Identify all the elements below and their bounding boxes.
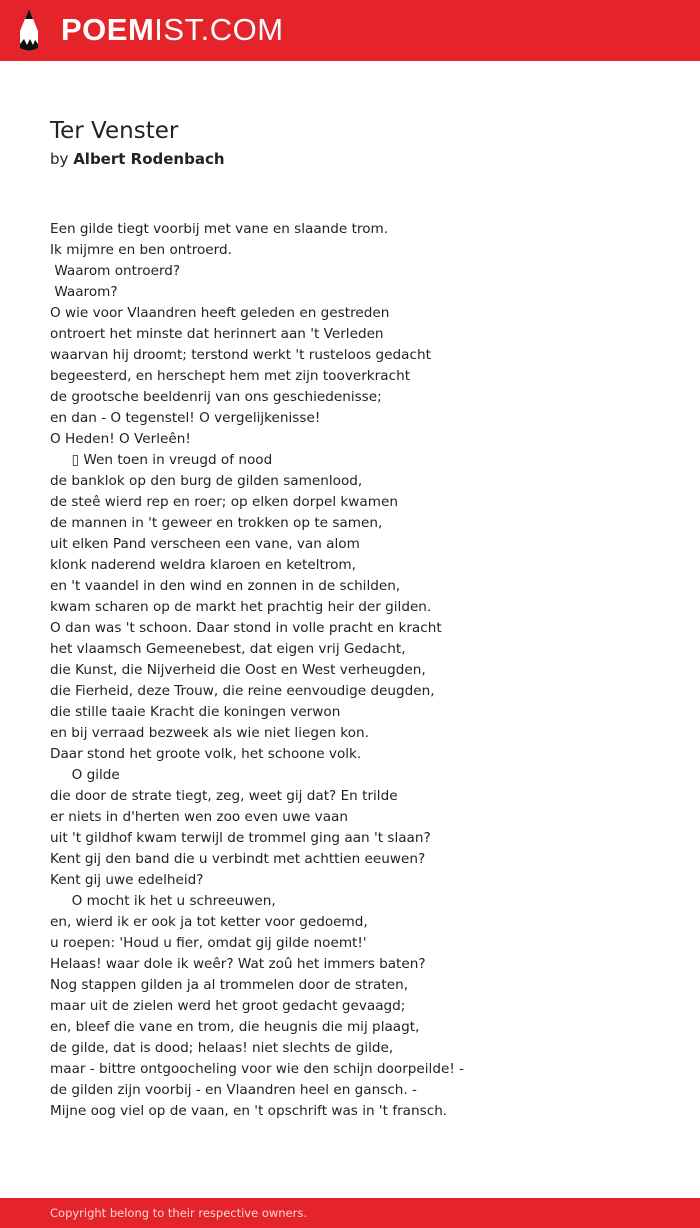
poem-line: uit 't gildhof kwam terwijl de trommel ging aan 't slaan? [50, 830, 431, 846]
pencil-tip-icon [15, 8, 43, 52]
poem-line: er niets in d'herten wen zoo even uwe vaan [50, 809, 348, 825]
poem-line: en bij verraad bezweek als wie niet liegen kon. [50, 725, 369, 741]
poem-line: Waarom? [50, 284, 118, 300]
logo-wordmark-light: IST.COM [154, 12, 284, 47]
poem-line: die door de strate tiegt, zeg, weet gij dat? En trilde [50, 788, 398, 804]
poem-line: de steê wierd rep en roer; op elken dorpel kwamen [50, 494, 398, 510]
poem-line: de mannen in 't geweer en trokken op te samen, [50, 515, 383, 531]
poem-line: klonk naderend weldra klaroen en keteltrom, [50, 557, 356, 573]
poem-line: O mocht ik het u schreeuwen, [50, 893, 276, 909]
poem-byline [50, 149, 225, 169]
poem-line: en, wierd ik er ook ja tot ketter voor gedoemd, [50, 914, 368, 930]
poem-author[interactable]: Albert Rodenbach [73, 150, 225, 168]
poem-line: Kent gij uwe edelheid? [50, 872, 204, 888]
copyright-notice: Copyright belong to their respective owners. [50, 1206, 308, 1220]
poem-line: O dan was 't schoon. Daar stond in volle pracht en kracht [50, 620, 442, 636]
poem-line: Helaas! waar dole ik weêr? Wat zoû het immers baten? [50, 956, 426, 972]
poem-line: en, bleef die vane en trom, die heugnis die mij plaagt, [50, 1019, 420, 1035]
poem-line: O Heden! O Verleên! [50, 431, 191, 447]
site-logo[interactable] [15, 8, 284, 52]
poem-line: maar - bittre ontgoocheling voor wie den schijn doorpeilde! - [50, 1061, 464, 1077]
poem-line: de grootsche beeldenrij van ons geschiedenisse; [50, 389, 382, 405]
poem-line: ▯ Wen toen in vreugd of nood [50, 452, 273, 468]
poem-line: de gilden zijn voorbij - en Vlaandren heel en gansch. - [50, 1082, 417, 1098]
poem-line: Daar stond het groote volk, het schoone volk. [50, 746, 362, 762]
poem-line: ontroert het minste dat herinnert aan 't Verleden [50, 326, 384, 342]
poem-body [50, 219, 670, 1122]
poem-line: begeesterd, en herschept hem met zijn tooverkracht [50, 368, 411, 384]
poem-line: Ik mijmre en ben ontroerd. [50, 242, 232, 258]
poem-line: O gilde [50, 767, 120, 783]
poem-line: Waarom ontroerd? [50, 263, 181, 279]
site-footer [0, 1198, 700, 1228]
poem-line: kwam scharen op de markt het prachtig heir der gilden. [50, 599, 432, 615]
poem-line: uit elken Pand verscheen een vane, van alom [50, 536, 360, 552]
poem-line: O wie voor Vlaandren heeft geleden en gestreden [50, 305, 390, 321]
poem-line: die Kunst, die Nijverheid die Oost en West verheugden, [50, 662, 426, 678]
by-label: by [50, 150, 69, 168]
poem-line: de banklok op den burg de gilden samenlood, [50, 473, 363, 489]
poem-line: Een gilde tiegt voorbij met vane en slaande trom. [50, 221, 389, 237]
poem-line: u roepen: 'Houd u fier, omdat gij gilde noemt!' [50, 935, 367, 951]
poem-line: die Fierheid, deze Trouw, die reine eenvoudige deugden, [50, 683, 435, 699]
poem-line: de gilde, dat is dood; helaas! niet slechts de gilde, [50, 1040, 394, 1056]
logo-wordmark [61, 8, 284, 52]
poem-title: Ter Venster [50, 118, 179, 144]
poem-line: Mijne oog viel op de vaan, en 't opschrift was in 't fransch. [50, 1103, 448, 1119]
site-header [0, 0, 700, 61]
logo-wordmark-bold: POEM [61, 12, 155, 47]
poem-line: maar uit de zielen werd het groot gedacht gevaagd; [50, 998, 406, 1014]
poem-line: Nog stappen gilden ja al trommelen door de straten, [50, 977, 409, 993]
poem-line: en dan - O tegenstel! O vergelijkenisse! [50, 410, 321, 426]
poem-line: Kent gij den band die u verbindt met achttien eeuwen? [50, 851, 426, 867]
poem-line: die stille taaie Kracht die koningen verwon [50, 704, 341, 720]
poem-line: waarvan hij droomt; terstond werkt 't rusteloos gedacht [50, 347, 431, 363]
poem-line: het vlaamsch Gemeenebest, dat eigen vrij Gedacht, [50, 641, 406, 657]
poem-line: en 't vaandel in den wind en zonnen in de schilden, [50, 578, 401, 594]
